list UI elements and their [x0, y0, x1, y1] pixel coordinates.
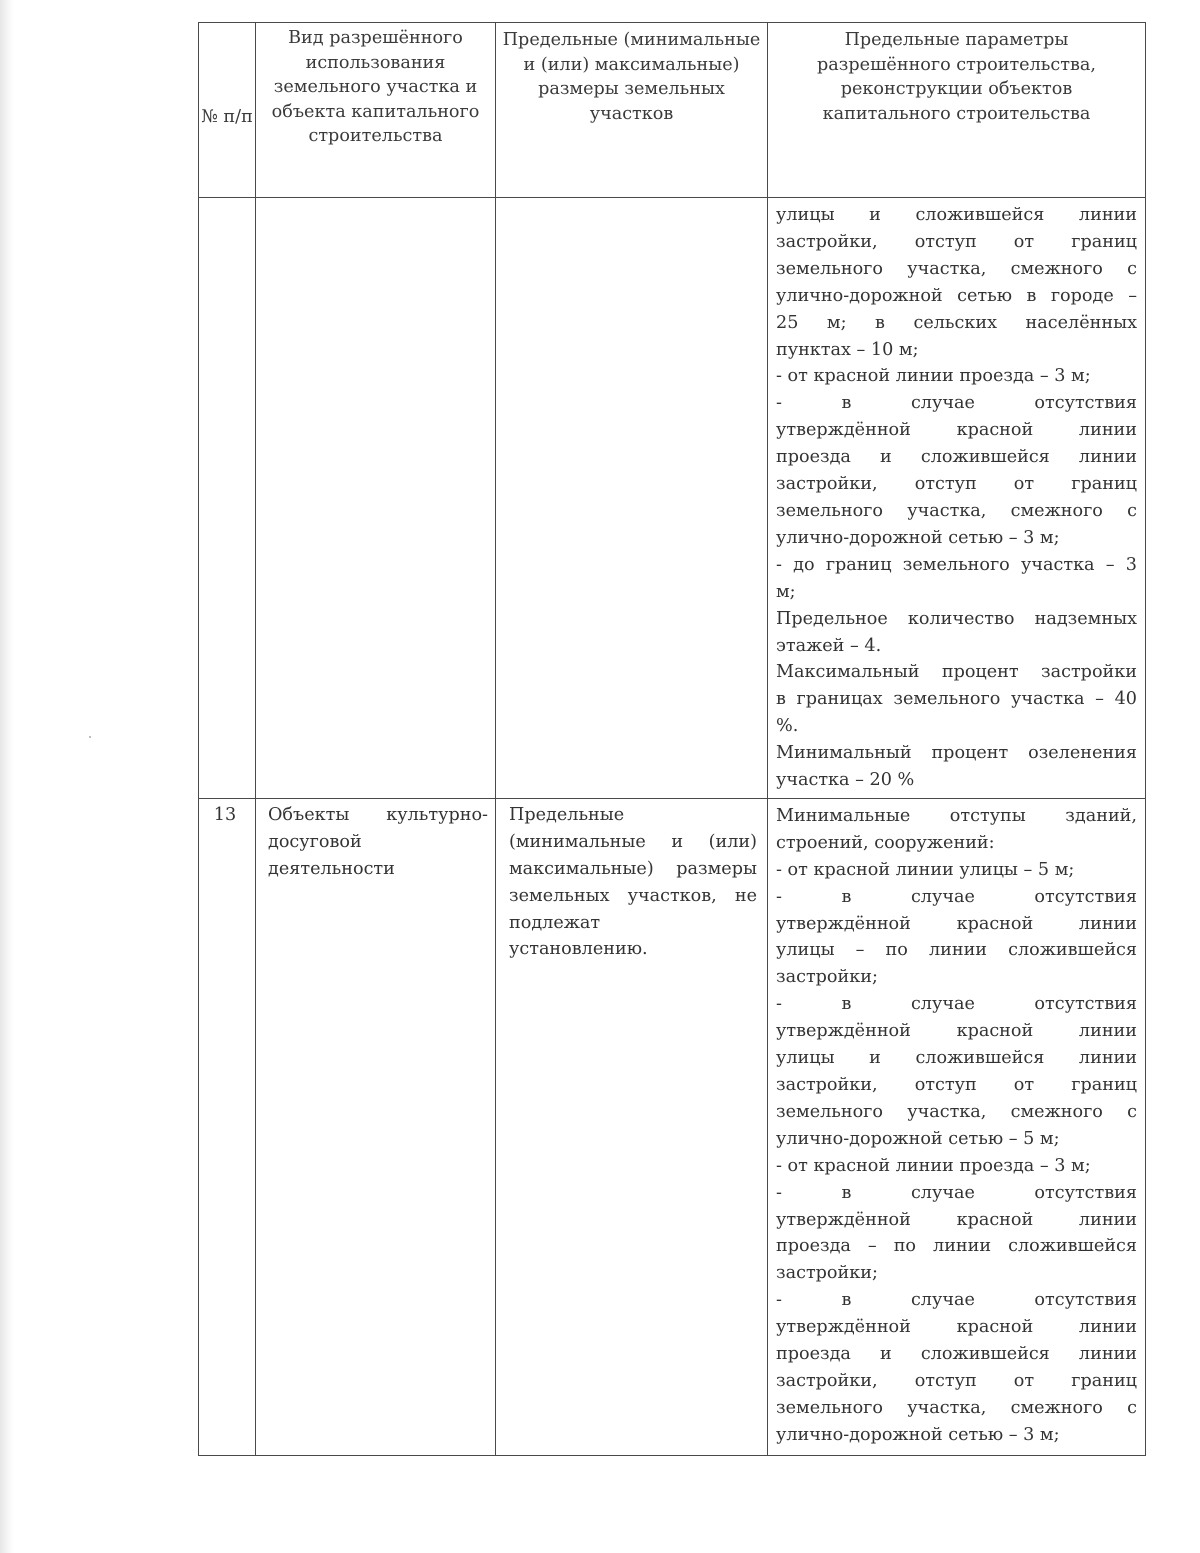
- scan-edge-shadow: [0, 0, 14, 1553]
- table-header-row: [199, 23, 1146, 198]
- text-line: - в случае отсутствия: [776, 1290, 1137, 1311]
- text-line: деятельности: [268, 858, 395, 879]
- text-line: пунктах – 10 м;: [776, 339, 919, 360]
- text-line: застройки, отступ от границ: [776, 474, 1137, 495]
- text-line: - в случае отсутствия: [776, 393, 1137, 414]
- cell-size-empty: [496, 198, 768, 799]
- text-line: - от красной линии проезда – 3 м;: [776, 1155, 1091, 1176]
- text-line: - до границ земельного участка – 3: [776, 554, 1137, 575]
- text-line: максимальные) размеры: [509, 858, 757, 879]
- text-line: этажей – 4.: [776, 635, 882, 656]
- text-line: застройки, отступ от границ: [776, 231, 1137, 252]
- text-line: утверждённой красной линии: [776, 1021, 1137, 1042]
- text-line: улицы и сложившейся линии: [776, 1048, 1137, 1069]
- text-line: улично-дорожной сетью – 3 м;: [776, 527, 1060, 548]
- text-line: улицы и сложившейся линии: [776, 205, 1137, 225]
- text-line: земельного участка, смежного с: [776, 1397, 1137, 1418]
- text-line: - в случае отсутствия: [776, 1182, 1137, 1203]
- text-line: улицы – по линии сложившейся: [776, 940, 1137, 961]
- cell-number-empty: [199, 198, 256, 799]
- header-permitted-use: Вид разрешённого использования земельного участка и объекта капитального строительства: [256, 23, 496, 198]
- text-line: досуговой: [268, 831, 362, 852]
- land-use-parameters-table: [198, 22, 1146, 1456]
- text-line: - в случае отсутствия: [776, 994, 1137, 1015]
- text-line: утверждённой красной линии: [776, 913, 1137, 934]
- text-line: строений, сооружений:: [776, 832, 995, 853]
- header-construction-parameters: Предельные параметры разрешённого строительства, реконструкции объектов капитального строительства: [768, 23, 1146, 198]
- text-line: участка – 20 %: [776, 770, 915, 791]
- text-line: проезда и сложившейся линии: [776, 1344, 1137, 1365]
- table-row-continued: [199, 198, 1146, 799]
- text-line: установлению.: [509, 939, 648, 960]
- text-line: утверждённой красной линии: [776, 420, 1137, 441]
- text-line: Минимальный процент озеленения: [776, 743, 1137, 764]
- text-line: Предельное количество надземных: [776, 608, 1137, 629]
- text-line: застройки, отступ от границ: [776, 1370, 1137, 1391]
- header-number: № п/п: [199, 23, 256, 198]
- cell-number: 13: [199, 798, 256, 1455]
- text-line: проезда и сложившейся линии: [776, 447, 1137, 468]
- text-line: Предельные: [509, 804, 625, 825]
- text-line: м;: [776, 581, 796, 602]
- text-line: проезда – по линии сложившейся: [776, 1236, 1137, 1257]
- text-line: - в случае отсутствия: [776, 886, 1137, 907]
- text-line: улично-дорожной сетью в городе –: [776, 285, 1137, 306]
- text-line: - от красной линии улицы – 5 м;: [776, 859, 1075, 880]
- cell-construction-parameters: [768, 798, 1146, 1455]
- text-line: в границах земельного участка – 40: [776, 689, 1137, 710]
- text-line: улично-дорожной сетью – 3 м;: [776, 1424, 1060, 1445]
- cell-kind-empty: [256, 198, 496, 799]
- text-line: утверждённой красной линии: [776, 1209, 1137, 1230]
- cell-params-continued: [768, 198, 1146, 799]
- text-line: Максимальный процент застройки: [776, 662, 1137, 683]
- text-line: земельных участков, не: [509, 885, 757, 906]
- cell-plot-size: [496, 798, 768, 1455]
- cell-permitted-use: [256, 798, 496, 1455]
- text-line: застройки, отступ от границ: [776, 1075, 1137, 1095]
- text-line: земельного участка, смежного с: [776, 258, 1137, 279]
- text-line: 25 м; в сельских населённых: [776, 312, 1137, 333]
- text-line: (минимальные и (или): [509, 831, 757, 852]
- text-line: улично-дорожной сетью – 5 м;: [776, 1128, 1060, 1149]
- text-line: земельного участка, смежного с: [776, 500, 1137, 521]
- text-line: Объекты культурно-: [268, 804, 488, 825]
- text-line: застройки;: [776, 1263, 878, 1284]
- text-line: - от красной линии проезда – 3 м;: [776, 366, 1091, 387]
- table-row-13: [199, 798, 1146, 1455]
- text-line: Минимальные отступы зданий,: [776, 805, 1137, 826]
- text-line: %.: [776, 716, 799, 737]
- header-plot-size: Предельные (минимальные и (или) максимальные) размеры земельных участков: [496, 23, 768, 198]
- text-line: утверждённой красной линии: [776, 1317, 1137, 1338]
- scan-speck: [89, 736, 91, 738]
- text-line: подлежат: [509, 912, 601, 933]
- text-line: застройки;: [776, 967, 878, 988]
- text-line: земельного участка, смежного с: [776, 1101, 1137, 1122]
